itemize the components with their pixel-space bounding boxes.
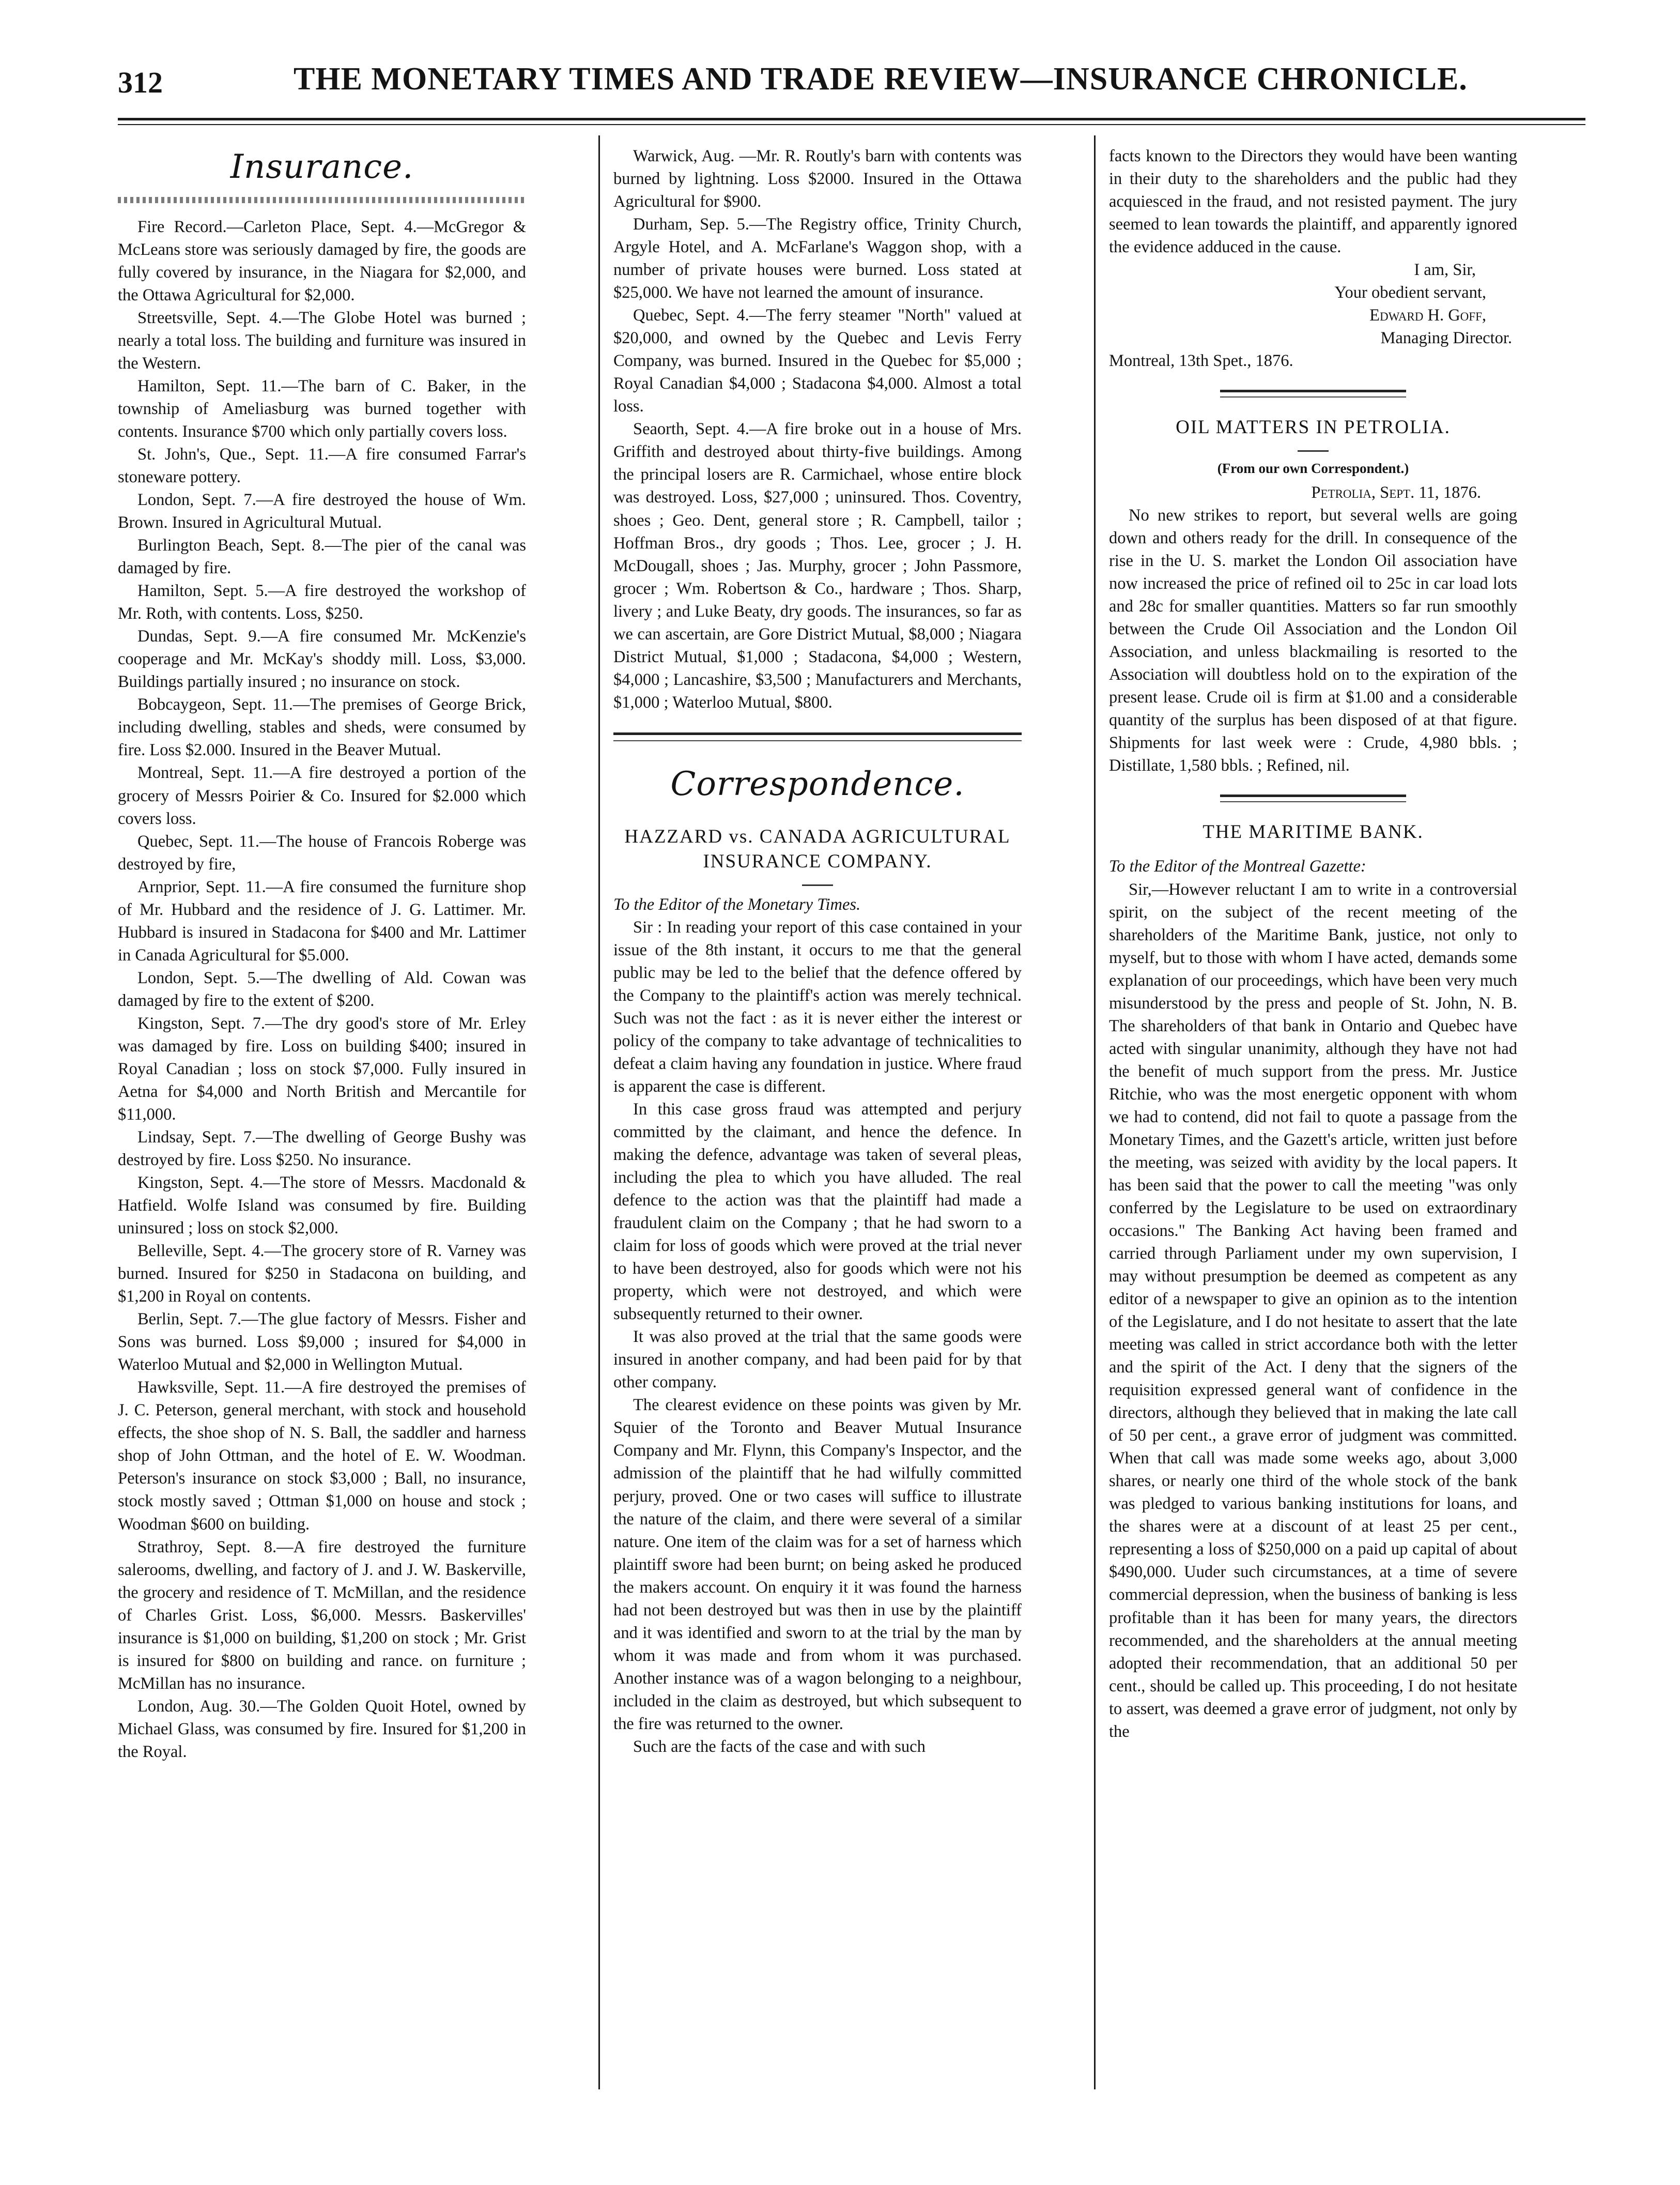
column-divider-2 xyxy=(1094,135,1096,2089)
letter-paragraph: Such are the facts of the case and with such xyxy=(633,1737,926,1756)
page-header xyxy=(118,61,1565,113)
fire-item: Seaorth, Sept. 4.—A fire broke out in a house of Mrs. Griffith and destroyed about thirty-five buildings. Among the principal losers are R. Carmichael, whose entire block was destroyed. Loss, $27,000 ; uninsured. Thos. Coventry, shoes ; Geo. Dent, general store ; R. Campbell, tailor ; Hoffman Bros., dry goods ; Thos. Lee, grocer ; J. H. McDougall, shoes ; Jas. Murphy, grocer ; John Passmore, grocer ; Wm. Robertson & Co., hardware ; Thos. Sharp, livery ; and Luke Beaty, dry goods. The insurances, so far as we can ascertain, are Gore District Mutual, $8,000 ; Niagara District Mutual, $1,000 ; Stadacona, $4,000 ; Western, $4,000 ; Lancashire, $3,500 ; Manufacturers and Merchants, $1,000 ; Waterloo Mutual, $800. xyxy=(613,420,1022,712)
fire-item: Belleville, Sept. 4.—The grocery store of R. Varney was burned. Insured for $250 in Stadacona on building, and $1,200 in Royal on contents. xyxy=(118,1242,526,1306)
fire-item: London, Sept. 5.—The dwelling of Ald. Cowan was damaged by fire to the extent of $200. xyxy=(118,968,526,1010)
fire-item: Berlin, Sept. 7.—The glue factory of Messrs. Fisher and Sons was burned. Loss $9,000 ; insured for $4,000 in Waterloo Mutual and $2,000 in Wellington Mutual. xyxy=(118,1310,526,1374)
fire-item: Hamilton, Sept. 11.—The barn of C. Baker, in the township of Ameliasburg was burned together with contents. Insurance $700 which only partially covers loss. xyxy=(118,376,526,441)
oil-subheadline: (From our own Correspondent.) xyxy=(1217,461,1409,477)
fire-item: Quebec, Sept. 4.—The ferry steamer "North" valued at $20,000, and owned by the Quebec and Levis Ferry Company, was burned. Insured in the Quebec for $5,000 ; Royal Canadian $4,000 ; Stadacona $4,000. Almost a total loss. xyxy=(613,306,1022,416)
fire-item: Dundas, Sept. 9.—A fire consumed Mr. McKenzie's cooperage and Mr. McKay's shoddy mill. Loss, $3,000. Buildings partially insured ; no insurance on stock. xyxy=(118,627,526,692)
letter-paragraph: facts known to the Directors they would have been wanting in their duty to the shareholders and the public had they acquiesced in the fraud, and not resisted payment. The jury seemed to lean towards the plaintiff, and apparently ignored the evidence adduced in the cause. xyxy=(1109,147,1517,257)
fire-item: Strathroy, Sept. 8.—A fire destroyed the furniture salerooms, dwelling, and factory of J. and J. W. Baskerville, the grocery and residence of T. McMillan, and the residence of Charles Grist. Loss, $6,000. Messrs. Baskervilles' insurance is $1,000 on building, $1,200 on stock ; Mr. Grist is insured for $800 on building and rance. on furniture ; McMillan has no insurance. xyxy=(118,1537,526,1693)
letter-paragraph: It was also proved at the trial that the same goods were insured in another company, and had been paid for by that other company. xyxy=(613,1327,1022,1392)
letter-paragraph: The clearest evidence on these points was given by Mr. Squier of the Toronto and Beaver Mutual Insurance Company and Mr. Flynn, this Company's Inspector, and the admission of the plaintiff that he had wilfully committed perjury, proved. One or two cases will suffice to illustrate the nature of the claim, and there were several of a similar nature. One item of the claim was for a set of harness which plaintiff swore had been burnt; on being asked he produced the makers account. On enquiry it it was found the harness had not been destroyed but was then in use by the plaintiff and it was identified and sworn to at the trial by the man by whom it was made and from whom it was purchased. Another instance was of a wagon belonging to a neighbour, included in the claim as destroyed, but which subsequent to the fire was returned to the owner. xyxy=(613,1396,1022,1733)
oil-dateline: Petrolia, Sept. 11, 1876. xyxy=(1311,483,1481,502)
letter-headline: HAZZARD vs. CANADA AGRICULTURAL INSURANCE COMPANY. xyxy=(624,826,1011,872)
header-rule-top xyxy=(118,118,1585,120)
running-head-title: THE MONETARY TIMES AND TRADE REVIEW—INSURANCE CHRONICLE. xyxy=(294,62,1468,97)
fire-item: Burlington Beach, Sept. 8.—The pier of the canal was damaged by fire. xyxy=(118,536,526,578)
fire-item: Arnprior, Sept. 11.—A fire consumed the furniture shop of Mr. Hubbard and the residence of J. G. Lattimer. Mr. Hubbard is insured in Stadacona for $400 and Mr. Lattimer in Canada Agricultural for $5.000. xyxy=(118,877,526,965)
signature-place-date: Montreal, 13th Spet., 1876. xyxy=(1109,352,1293,371)
fire-item: Streetsville, Sept. 4.—The Globe Hotel was burned ; nearly a total loss. The building and furniture was insured in the Western. xyxy=(118,308,526,373)
short-rule xyxy=(1298,450,1329,452)
letter-paragraph: Sir : In reading your report of this case contained in your issue of the 8th instant, it occurs to me that the general public may be led to the belief that the defence offered by the Company to the plaintiff's action was merely technical. Such was not the fact : as it is never either the interest or policy of the company to take advantage of technicalities to defeat a claim having any foundation in justice. Where fraud is apparent the case is different. xyxy=(613,918,1022,1096)
column-fires-correspondence xyxy=(613,145,1022,2088)
fire-item: London, Aug. 30.—The Golden Quoit Hotel, owned by Michael Glass, was consumed by fire. Insured for $1,200 in the Royal. xyxy=(118,1697,526,1761)
section-divider xyxy=(1220,390,1406,398)
fire-item: Bobcaygeon, Sept. 11.—The premises of George Brick, including dwelling, stables and sheds, were consumed by fire. Loss $2.000. Insured in the Beaver Mutual. xyxy=(118,695,526,760)
column-insurance xyxy=(118,145,526,2088)
section-title-insurance: Insurance. xyxy=(230,148,414,186)
oil-body: No new strikes to report, but several wells are going down and others ready for the drill. In consequence of the rise in the U. S. market the London Oil association have now increased the price of refined oil to 25c in car load lots and 28c for smaller quantities. Matters so far run smoothly between the Crude Oil Association and the London Oil Association, and unless blackmailing is resorted to the Association will doubtless hold on to the expiration of the present lease. Crude oil is firm at $1.00 and a considerable quantity of the surplus has been disposed of at that figure. Shipments for last week were : Crude, 4,980 bbls. ; Distillate, 1,580 bbls. ; Refined, nil. xyxy=(1109,506,1517,775)
section-title-correspondence: Correspondence. xyxy=(670,765,965,803)
oil-headline: OIL MATTERS IN PETROLIA. xyxy=(1176,417,1451,438)
fire-item: Montreal, Sept. 11.—A fire destroyed a portion of the grocery of Messrs Poirier & Co. Insured for $2.000 which covers loss. xyxy=(118,763,526,828)
column-letters-oil-bank xyxy=(1109,145,1517,2088)
fire-record-list xyxy=(118,216,526,1763)
bank-headline: THE MARITIME BANK. xyxy=(1203,821,1424,843)
letter-salutation: To the Editor of the Monetary Times. xyxy=(613,895,861,914)
fire-item: Durham, Sep. 5.—The Registry office, Trinity Church, Argyle Hotel, and A. McFarlane's Waggon shop, with a number of private houses were burned. Loss stated at $25,000. We have not learned the amount of insurance. xyxy=(613,215,1022,302)
fire-item: Fire Record.—Carleton Place, Sept. 4.—McGregor & McLeans store was seriously damaged by fire, the goods are fully covered by insurance, in the Niagara for $2,000, and the Ottawa Agricultural for $2,000. xyxy=(118,217,526,304)
fire-item: Quebec, Sept. 11.—The house of Francois Roberge was destroyed by fire, xyxy=(118,832,526,874)
signature-title: Managing Director. xyxy=(1380,329,1512,348)
fire-item: Kingston, Sept. 7.—The dry good's store of Mr. Erley was damaged by fire. Loss on building $400; insured in Royal Canadian ; loss on stock $7,000. Fully insured in Aetna for $4,000 and North British and Mercantile for $11,000. xyxy=(118,1014,526,1124)
short-rule xyxy=(802,884,833,886)
signature-closing: I am, Sir, xyxy=(1414,261,1476,280)
section-divider xyxy=(613,732,1022,741)
fire-item: Hawksville, Sept. 11.—A fire destroyed the premises of J. C. Peterson, general merchant, with stock and household effects, the shoe shop of N. S. Ball, the saddler and harness shop of John Ottman, and the hotel of E. W. Woodman. Peterson's insurance on stock $3,000 ; Ball, no insurance, stock mostly saved ; Ottman $1,000 on house and stock ; Woodman $600 on building. xyxy=(118,1378,526,1534)
ornamental-rule xyxy=(118,197,526,203)
bank-salutation: To the Editor of the Montreal Gazette: xyxy=(1109,857,1366,876)
fire-item: Warwick, Aug. —Mr. R. Routly's barn with contents was burned by lightning. Loss $2000. Insured in the Ottawa Agricultural for $900. xyxy=(613,147,1022,211)
page-number: 312 xyxy=(118,66,163,99)
signature-name: Edward H. Goff, xyxy=(1369,306,1486,325)
fire-item: Kingston, Sept. 4.—The store of Messrs. Macdonald & Hatfield. Wolfe Island was consumed by fire. Building uninsured ; loss on stock $2,000. xyxy=(118,1173,526,1238)
column-divider-1 xyxy=(598,135,600,2089)
fire-item: St. John's, Que., Sept. 11.—A fire consumed Farrar's stoneware pottery. xyxy=(118,445,526,487)
bank-body: Sir,—However reluctant I am to write in a controversial spirit, on the subject of the recent meeting of the shareholders of the Maritime Bank, justice, not only to myself, but to those with whom I have acted, demands some explanation of our proceedings, which have been very much misunderstood by the press and people of St. John, N. B. The shareholders of that bank in Ontario and Quebec have acted with singular unanimity, although they have not had the benefit of much support from the press. Mr. Justice Ritchie, who was the most energetic opponent with whom we had to contend, did not fail to quote a passage from the Monetary Times, and the Gazett's article, written just before the meeting, was seized with avidity by the local papers. It has been said that the power to call the meeting "was only conferred by the Legislature to be used on extraordinary occasions." The Banking Act having been framed and carried through Parliament under my own supervision, I may without presumption be deemed as competent as any editor of a newspaper to give an opinion as to the intention of the Legislature, and I do not hesitate to assert that the late meeting was called in strict accordance both with the letter and the spirit of the Act. I deny that the signers of the requisition expressed general want of confidence in the directors, although they believed that in making the late call of 50 per cent., a grave error of judgment was committed. When that call was made some weeks ago, about 3,000 shares, or nearly one third of the whole stock of the bank was pledged to various banking institutions for loans, and the shares were at a discount of at least 25 per cent., representing a loss of $250,000 on a paid up capital of about $490,000. Uuder such circumstances, at a time of severe commercial depression, when the business of banking is less profitable than it has been for many years, the directors recommended, and the shareholders at the annual meeting adopted their recommendation, that an additional 50 per cent., should be called up. This proceeding, I do not hesitate to assert, was deemed a grave error of judgment, not only by the xyxy=(1109,880,1517,1741)
letter-paragraph: In this case gross fraud was attempted and perjury committed by the claimant, and hence the defence. In making the defence, advantage was taken of several pleas, including the plea to which you have alluded. The real defence to the action was that the plaintiff had made a fraudulent claim on the Company ; that he had sworn to a claim for loss of goods which were proved at the trial never to have been destroyed, also for goods which were not his property, which were not destroyed, and which were subsequently returned to their owner. xyxy=(613,1099,1022,1324)
header-rule-bottom xyxy=(118,124,1585,125)
section-divider xyxy=(1220,794,1406,802)
fire-item: Hamilton, Sept. 5.—A fire destroyed the workshop of Mr. Roth, with contents. Loss, $250. xyxy=(118,582,526,623)
signature-servant: Your obedient servant, xyxy=(1334,283,1486,302)
fire-item: London, Sept. 7.—A fire destroyed the house of Wm. Brown. Insured in Agricultural Mutual. xyxy=(118,491,526,532)
fire-item: Lindsay, Sept. 7.—The dwelling of George Bushy was destroyed by fire. Loss $250. No insurance. xyxy=(118,1127,526,1169)
